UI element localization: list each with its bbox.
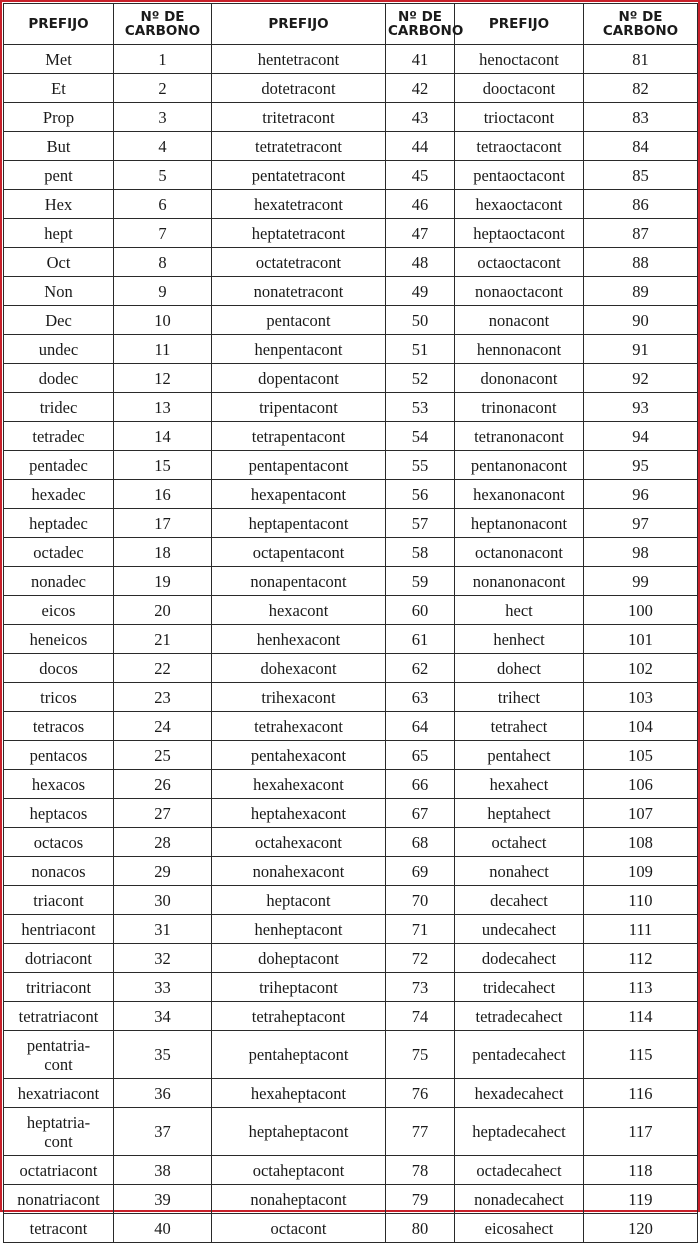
prefix-cell: nonacos bbox=[4, 857, 114, 886]
table-row bbox=[4, 973, 698, 1002]
carbon-cell: 63 bbox=[386, 683, 455, 712]
carbon-cell: 74 bbox=[386, 1002, 455, 1031]
carbon-cell: 94 bbox=[584, 422, 698, 451]
prefix-cell: dotriacont bbox=[4, 944, 114, 973]
carbon-cell: 46 bbox=[386, 190, 455, 219]
carbon-cell: 70 bbox=[386, 886, 455, 915]
carbon-cell: 90 bbox=[584, 306, 698, 335]
carbon-cell: 15 bbox=[114, 451, 212, 480]
carbon-cell: 108 bbox=[584, 828, 698, 857]
table-header bbox=[4, 4, 698, 45]
carbon-cell: 33 bbox=[114, 973, 212, 1002]
prefix-cell: heptatria- cont bbox=[4, 1108, 114, 1156]
prefix-cell: pentacont bbox=[212, 306, 386, 335]
prefix-cell: nonadec bbox=[4, 567, 114, 596]
prefix-cell: trihexacont bbox=[212, 683, 386, 712]
carbon-cell: 41 bbox=[386, 45, 455, 74]
prefix-cell: pentaheptacont bbox=[212, 1031, 386, 1079]
prefix-cell: tetrahexacont bbox=[212, 712, 386, 741]
carbon-cell: 7 bbox=[114, 219, 212, 248]
prefix-cell: dopentacont bbox=[212, 364, 386, 393]
table-row bbox=[4, 741, 698, 770]
header-carbon-line1: Nº DE bbox=[397, 9, 443, 25]
prefix-cell: hentriacont bbox=[4, 915, 114, 944]
prefix-cell: trioctacont bbox=[455, 103, 584, 132]
table-row bbox=[4, 654, 698, 683]
table-row bbox=[4, 712, 698, 741]
carbon-cell: 82 bbox=[584, 74, 698, 103]
prefix-cell: triacont bbox=[4, 886, 114, 915]
carbon-cell: 111 bbox=[584, 915, 698, 944]
carbon-cell: 34 bbox=[114, 1002, 212, 1031]
prefix-cell: Hex bbox=[4, 190, 114, 219]
carbon-cell: 109 bbox=[584, 857, 698, 886]
carbon-cell: 106 bbox=[584, 770, 698, 799]
table-row bbox=[4, 1214, 698, 1243]
prefix-cell: octaheptacont bbox=[212, 1156, 386, 1185]
carbon-cell: 89 bbox=[584, 277, 698, 306]
carbon-cell: 87 bbox=[584, 219, 698, 248]
carbon-cell: 66 bbox=[386, 770, 455, 799]
prefix-cell: hexaheptacont bbox=[212, 1079, 386, 1108]
carbon-cell: 38 bbox=[114, 1156, 212, 1185]
prefix-cell: hexacos bbox=[4, 770, 114, 799]
prefix-cell: tetratetracont bbox=[212, 132, 386, 161]
prefix-cell: Met bbox=[4, 45, 114, 74]
prefix-cell: pentahect bbox=[455, 741, 584, 770]
carbon-cell: 24 bbox=[114, 712, 212, 741]
header-carbon-line2: CARBONO bbox=[388, 23, 464, 39]
carbon-cell: 50 bbox=[386, 306, 455, 335]
carbon-cell: 62 bbox=[386, 654, 455, 683]
prefix-cell: tetracont bbox=[4, 1214, 114, 1243]
carbon-cell: 102 bbox=[584, 654, 698, 683]
table-row bbox=[4, 683, 698, 712]
carbon-cell: 65 bbox=[386, 741, 455, 770]
prefix-cell: henhect bbox=[455, 625, 584, 654]
table-row bbox=[4, 74, 698, 103]
carbon-cell: 84 bbox=[584, 132, 698, 161]
prefix-cell: octahexacont bbox=[212, 828, 386, 857]
table-row bbox=[4, 364, 698, 393]
carbon-cell: 32 bbox=[114, 944, 212, 973]
carbon-cell: 18 bbox=[114, 538, 212, 567]
carbon-cell: 98 bbox=[584, 538, 698, 567]
prefix-cell: henhexacont bbox=[212, 625, 386, 654]
prefix-cell: trinonacont bbox=[455, 393, 584, 422]
carbon-cell: 49 bbox=[386, 277, 455, 306]
prefix-cell: octacont bbox=[212, 1214, 386, 1243]
carbon-cell: 61 bbox=[386, 625, 455, 654]
prefix-cell: pentadec bbox=[4, 451, 114, 480]
carbon-cell: 40 bbox=[114, 1214, 212, 1243]
table-row bbox=[4, 509, 698, 538]
carbon-cell: 10 bbox=[114, 306, 212, 335]
header-carbon-3 bbox=[584, 4, 698, 45]
prefix-cell: tetraoctacont bbox=[455, 132, 584, 161]
carbon-cell: 11 bbox=[114, 335, 212, 364]
prefix-cell: pentatetracont bbox=[212, 161, 386, 190]
prefix-cell: tridecahect bbox=[455, 973, 584, 1002]
table-row bbox=[4, 886, 698, 915]
table-row bbox=[4, 1108, 698, 1156]
prefix-cell: pentacos bbox=[4, 741, 114, 770]
prefix-cell: decahect bbox=[455, 886, 584, 915]
carbon-cell: 37 bbox=[114, 1108, 212, 1156]
prefix-cell: hexatriacont bbox=[4, 1079, 114, 1108]
header-carbon-2 bbox=[386, 4, 464, 45]
carbon-cell: 81 bbox=[584, 45, 698, 74]
carbon-cell: 6 bbox=[114, 190, 212, 219]
prefix-cell: pent bbox=[4, 161, 114, 190]
carbon-cell: 114 bbox=[584, 1002, 698, 1031]
prefix-cell: tetraheptacont bbox=[212, 1002, 386, 1031]
prefix-cell: octahect bbox=[455, 828, 584, 857]
table-row bbox=[4, 306, 698, 335]
carbon-cell: 112 bbox=[584, 944, 698, 973]
carbon-cell: 64 bbox=[386, 712, 455, 741]
carbon-cell: 96 bbox=[584, 480, 698, 509]
carbon-cell: 105 bbox=[584, 741, 698, 770]
prefix-cell: hentetracont bbox=[212, 45, 386, 74]
carbon-cell: 100 bbox=[584, 596, 698, 625]
carbon-cell: 77 bbox=[386, 1108, 455, 1156]
prefix-cell: nonadecahect bbox=[455, 1185, 584, 1214]
carbon-cell: 86 bbox=[584, 190, 698, 219]
carbon-cell: 118 bbox=[584, 1156, 698, 1185]
prefix-cell: pentadecahect bbox=[455, 1031, 584, 1079]
header-carbon-line2: CARBONO bbox=[602, 23, 679, 39]
prefix-cell: Et bbox=[4, 74, 114, 103]
prefix-cell: heneicos bbox=[4, 625, 114, 654]
table-row bbox=[4, 422, 698, 451]
carbon-cell: 54 bbox=[386, 422, 455, 451]
carbon-cell: 69 bbox=[386, 857, 455, 886]
prefix-cell: heptanonacont bbox=[455, 509, 584, 538]
carbon-cell: 20 bbox=[114, 596, 212, 625]
header-carbon-line2: CARBONO bbox=[124, 23, 201, 39]
prefix-cell: tetrahect bbox=[455, 712, 584, 741]
carbon-cell: 52 bbox=[386, 364, 455, 393]
prefix-cell: octaoctacont bbox=[455, 248, 584, 277]
table-row bbox=[4, 248, 698, 277]
prefix-cell: dohect bbox=[455, 654, 584, 683]
prefix-cell: eicos bbox=[4, 596, 114, 625]
prefix-cell: henpentacont bbox=[212, 335, 386, 364]
carbon-cell: 55 bbox=[386, 451, 455, 480]
prefix-cell: nonahect bbox=[455, 857, 584, 886]
carbon-cell: 53 bbox=[386, 393, 455, 422]
prefix-cell: hexapentacont bbox=[212, 480, 386, 509]
carbon-cell: 19 bbox=[114, 567, 212, 596]
carbon-cell: 60 bbox=[386, 596, 455, 625]
prefix-cell: nonahexacont bbox=[212, 857, 386, 886]
prefix-cell: But bbox=[4, 132, 114, 161]
prefix-cell: heptadecahect bbox=[455, 1108, 584, 1156]
carbon-cell: 78 bbox=[386, 1156, 455, 1185]
carbon-cell: 72 bbox=[386, 944, 455, 973]
carbon-cell: 93 bbox=[584, 393, 698, 422]
prefix-cell: heptacos bbox=[4, 799, 114, 828]
prefix-cell: octatriacont bbox=[4, 1156, 114, 1185]
table-row bbox=[4, 277, 698, 306]
prefix-cell: docos bbox=[4, 654, 114, 683]
prefix-cell: eicosahect bbox=[455, 1214, 584, 1243]
prefix-cell: dohexacont bbox=[212, 654, 386, 683]
carbon-cell: 79 bbox=[386, 1185, 455, 1214]
carbon-cell: 17 bbox=[114, 509, 212, 538]
prefix-cell: dodecahect bbox=[455, 944, 584, 973]
table-row bbox=[4, 480, 698, 509]
prefix-cell: henoctacont bbox=[455, 45, 584, 74]
prefix-cell: henheptacont bbox=[212, 915, 386, 944]
carbon-cell: 21 bbox=[114, 625, 212, 654]
carbon-cell: 48 bbox=[386, 248, 455, 277]
carbon-cell: 43 bbox=[386, 103, 455, 132]
carbon-cell: 35 bbox=[114, 1031, 212, 1079]
table-row bbox=[4, 944, 698, 973]
prefix-cell: triheptacont bbox=[212, 973, 386, 1002]
carbon-cell: 16 bbox=[114, 480, 212, 509]
prefix-cell: hexanonacont bbox=[455, 480, 584, 509]
prefix-cell: hexadec bbox=[4, 480, 114, 509]
carbon-cell: 42 bbox=[386, 74, 455, 103]
prefix-cell: tricos bbox=[4, 683, 114, 712]
prefix-cell: trihect bbox=[455, 683, 584, 712]
prefix-cell: hect bbox=[455, 596, 584, 625]
prefix-cell: dononacont bbox=[455, 364, 584, 393]
prefix-cell: tetratriacont bbox=[4, 1002, 114, 1031]
prefix-cell: Dec bbox=[4, 306, 114, 335]
carbon-cell: 91 bbox=[584, 335, 698, 364]
prefix-cell: tetradecahect bbox=[455, 1002, 584, 1031]
prefix-cell: doheptacont bbox=[212, 944, 386, 973]
header-prefix-3: PREFIJO bbox=[455, 4, 584, 45]
prefix-cell: nonaheptacont bbox=[212, 1185, 386, 1214]
prefix-cell: octacos bbox=[4, 828, 114, 857]
carbon-cell: 88 bbox=[584, 248, 698, 277]
prefix-cell: pentaoctacont bbox=[455, 161, 584, 190]
carbon-cell: 12 bbox=[114, 364, 212, 393]
table-row bbox=[4, 1031, 698, 1079]
prefix-cell: tripentacont bbox=[212, 393, 386, 422]
carbon-cell: 27 bbox=[114, 799, 212, 828]
table-row bbox=[4, 625, 698, 654]
table-row bbox=[4, 1185, 698, 1214]
carbon-cell: 4 bbox=[114, 132, 212, 161]
table-row bbox=[4, 799, 698, 828]
carbon-cell: 39 bbox=[114, 1185, 212, 1214]
table-row bbox=[4, 538, 698, 567]
table-row bbox=[4, 451, 698, 480]
table-row bbox=[4, 190, 698, 219]
prefix-cell: nonapentacont bbox=[212, 567, 386, 596]
carbon-cell: 51 bbox=[386, 335, 455, 364]
prefix-cell: tritetracont bbox=[212, 103, 386, 132]
header-carbon-line1: Nº DE bbox=[618, 9, 663, 25]
prefix-cell: hennonacont bbox=[455, 335, 584, 364]
table-row bbox=[4, 335, 698, 364]
carbon-cell: 1 bbox=[114, 45, 212, 74]
carbon-cell: 116 bbox=[584, 1079, 698, 1108]
carbon-cell: 56 bbox=[386, 480, 455, 509]
carbon-cell: 9 bbox=[114, 277, 212, 306]
carbon-cell: 110 bbox=[584, 886, 698, 915]
carbon-cell: 75 bbox=[386, 1031, 455, 1079]
prefix-cell: heptahexacont bbox=[212, 799, 386, 828]
prefix-cell: pentahexacont bbox=[212, 741, 386, 770]
carbon-cell: 14 bbox=[114, 422, 212, 451]
carbon-cell: 29 bbox=[114, 857, 212, 886]
prefix-cell: hexaoctacont bbox=[455, 190, 584, 219]
prefix-cell: tetradec bbox=[4, 422, 114, 451]
carbon-cell: 45 bbox=[386, 161, 455, 190]
prefix-cell: heptaoctacont bbox=[455, 219, 584, 248]
prefix-cell: heptaheptacont bbox=[212, 1108, 386, 1156]
prefix-cell: nonanonacont bbox=[455, 567, 584, 596]
carbon-cell: 119 bbox=[584, 1185, 698, 1214]
prefix-cell: heptatetracont bbox=[212, 219, 386, 248]
carbon-cell: 68 bbox=[386, 828, 455, 857]
prefix-cell: octanonacont bbox=[455, 538, 584, 567]
carbon-cell: 92 bbox=[584, 364, 698, 393]
prefix-cell: pentapentacont bbox=[212, 451, 386, 480]
prefix-cell: dotetracont bbox=[212, 74, 386, 103]
table-row bbox=[4, 45, 698, 74]
prefix-cell: hexahexacont bbox=[212, 770, 386, 799]
carbon-cell: 67 bbox=[386, 799, 455, 828]
table-row bbox=[4, 219, 698, 248]
carbon-cell: 31 bbox=[114, 915, 212, 944]
carbon-cell: 95 bbox=[584, 451, 698, 480]
carbon-cell: 58 bbox=[386, 538, 455, 567]
carbon-cell: 57 bbox=[386, 509, 455, 538]
carbon-cell: 22 bbox=[114, 654, 212, 683]
prefix-cell: octapentacont bbox=[212, 538, 386, 567]
prefix-cell: heptahect bbox=[455, 799, 584, 828]
header-row bbox=[4, 4, 698, 45]
prefix-cell: octatetracont bbox=[212, 248, 386, 277]
carbon-cell: 8 bbox=[114, 248, 212, 277]
prefix-cell: hexatetracont bbox=[212, 190, 386, 219]
carbon-cell: 85 bbox=[584, 161, 698, 190]
prefix-cell: pentatria- cont bbox=[4, 1031, 114, 1079]
header-prefix-1: PREFIJO bbox=[4, 4, 114, 45]
carbon-cell: 13 bbox=[114, 393, 212, 422]
prefix-cell: nonaoctacont bbox=[455, 277, 584, 306]
carbon-cell: 5 bbox=[114, 161, 212, 190]
carbon-cell: 71 bbox=[386, 915, 455, 944]
prefix-cell: nonatetracont bbox=[212, 277, 386, 306]
prefix-cell: dooctacont bbox=[455, 74, 584, 103]
carbon-cell: 104 bbox=[584, 712, 698, 741]
carbon-cell: 97 bbox=[584, 509, 698, 538]
carbon-cell: 28 bbox=[114, 828, 212, 857]
prefix-cell: dodec bbox=[4, 364, 114, 393]
carbon-cell: 103 bbox=[584, 683, 698, 712]
table-row bbox=[4, 103, 698, 132]
table-row bbox=[4, 1002, 698, 1031]
prefix-cell: hexahect bbox=[455, 770, 584, 799]
table-row bbox=[4, 828, 698, 857]
carbon-cell: 2 bbox=[114, 74, 212, 103]
carbon-cell: 101 bbox=[584, 625, 698, 654]
table-row bbox=[4, 1079, 698, 1108]
carbon-cell: 3 bbox=[114, 103, 212, 132]
prefix-cell: tetracos bbox=[4, 712, 114, 741]
carbon-cell: 26 bbox=[114, 770, 212, 799]
prefix-cell: heptapentacont bbox=[212, 509, 386, 538]
carbon-cell: 80 bbox=[386, 1214, 455, 1243]
prefix-cell: Prop bbox=[4, 103, 114, 132]
carbon-cell: 23 bbox=[114, 683, 212, 712]
table-row bbox=[4, 915, 698, 944]
table-row bbox=[4, 770, 698, 799]
carbon-cell: 83 bbox=[584, 103, 698, 132]
prefix-cell: tritriacont bbox=[4, 973, 114, 1002]
prefix-cell: nonatriacont bbox=[4, 1185, 114, 1214]
prefix-cell: hexadecahect bbox=[455, 1079, 584, 1108]
prefix-cell: pentanonacont bbox=[455, 451, 584, 480]
carbon-cell: 117 bbox=[584, 1108, 698, 1156]
carbon-cell: 76 bbox=[386, 1079, 455, 1108]
header-carbon-line1: Nº DE bbox=[140, 9, 185, 25]
prefix-cell: undec bbox=[4, 335, 114, 364]
carbon-cell: 73 bbox=[386, 973, 455, 1002]
prefix-cell: tetrapentacont bbox=[212, 422, 386, 451]
header-prefix-2: PREFIJO bbox=[212, 4, 386, 45]
prefix-cell: hexacont bbox=[212, 596, 386, 625]
prefix-cell: Oct bbox=[4, 248, 114, 277]
table-row bbox=[4, 857, 698, 886]
prefix-cell: heptacont bbox=[212, 886, 386, 915]
prefix-cell: tetranonacont bbox=[455, 422, 584, 451]
carbon-cell: 115 bbox=[584, 1031, 698, 1079]
table-row bbox=[4, 161, 698, 190]
prefix-cell: undecahect bbox=[455, 915, 584, 944]
carbon-cell: 30 bbox=[114, 886, 212, 915]
carbon-cell: 107 bbox=[584, 799, 698, 828]
prefix-cell: octadecahect bbox=[455, 1156, 584, 1185]
carbon-cell: 25 bbox=[114, 741, 212, 770]
table-row bbox=[4, 393, 698, 422]
table-body bbox=[4, 45, 698, 1243]
table-row bbox=[4, 596, 698, 625]
carbon-cell: 120 bbox=[584, 1214, 698, 1243]
prefix-cell: octadec bbox=[4, 538, 114, 567]
carbon-cell: 36 bbox=[114, 1079, 212, 1108]
table-row bbox=[4, 567, 698, 596]
table-row bbox=[4, 1156, 698, 1185]
prefix-cell: tridec bbox=[4, 393, 114, 422]
alkane-prefix-table bbox=[3, 3, 698, 1243]
carbon-cell: 59 bbox=[386, 567, 455, 596]
prefix-cell: nonacont bbox=[455, 306, 584, 335]
prefix-cell: heptadec bbox=[4, 509, 114, 538]
prefix-cell: hept bbox=[4, 219, 114, 248]
prefix-cell: Non bbox=[4, 277, 114, 306]
table-row bbox=[4, 132, 698, 161]
carbon-cell: 44 bbox=[386, 132, 455, 161]
carbon-cell: 113 bbox=[584, 973, 698, 1002]
carbon-cell: 99 bbox=[584, 567, 698, 596]
header-carbon-1 bbox=[114, 4, 212, 45]
carbon-cell: 47 bbox=[386, 219, 455, 248]
